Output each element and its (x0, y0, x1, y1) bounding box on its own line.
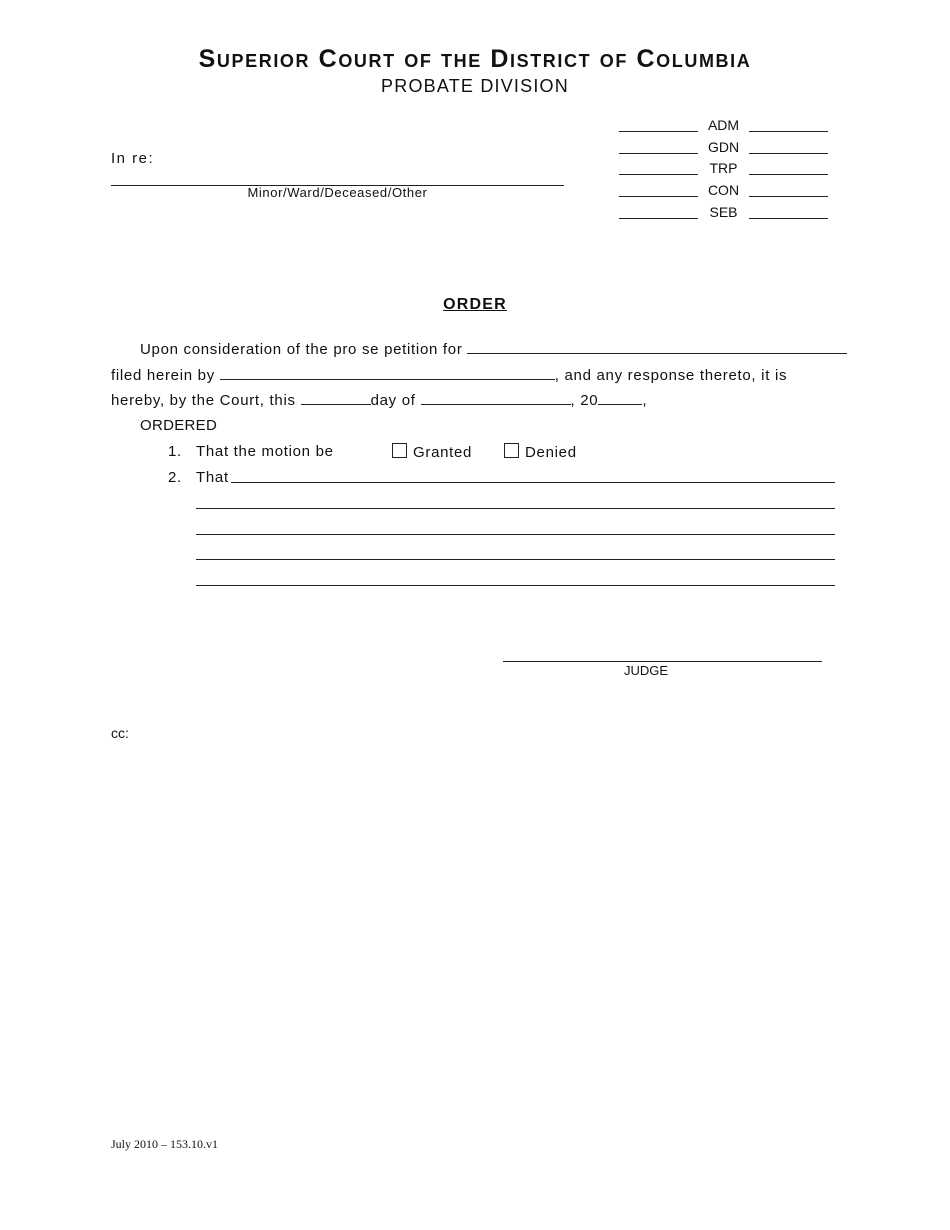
granted-option[interactable] (392, 443, 472, 461)
case-code-right-field[interactable] (749, 196, 828, 197)
filed-by-prefix: filed herein by (111, 367, 215, 384)
petition-prefix: Upon consideration of the pro se petition for (140, 341, 463, 358)
item-1-number: 1. (168, 443, 182, 460)
case-code-label: GDN (707, 139, 740, 155)
filed-by-line (111, 367, 787, 384)
case-code-label: CON (707, 182, 740, 198)
judge-signature-field[interactable] (503, 661, 822, 662)
form-revision: July 2010 – 153.10.v1 (111, 1137, 219, 1151)
year-field[interactable] (598, 392, 642, 405)
item-2-text: That (196, 469, 229, 486)
year-prefix: , 20 (570, 392, 599, 409)
case-code-label: ADM (707, 117, 740, 133)
item-2-continuation-field[interactable] (196, 559, 835, 560)
petition-field[interactable] (467, 341, 847, 354)
denied-label: Denied (525, 444, 577, 461)
denied-checkbox[interactable] (504, 443, 519, 458)
filed-by-field[interactable] (220, 367, 555, 380)
item-2-continuation-field[interactable] (196, 585, 835, 586)
in-re-label: In re: (111, 150, 155, 167)
ordered-label: ORDERED (140, 417, 218, 434)
item-2-field[interactable] (231, 482, 835, 483)
case-code-right-field[interactable] (749, 174, 828, 175)
order-title: ORDER (443, 296, 507, 313)
case-code-right-field[interactable] (749, 131, 828, 132)
date-suffix: , (642, 392, 648, 409)
case-code-right-field[interactable] (749, 153, 828, 154)
item-2-continuation-field[interactable] (196, 508, 835, 509)
date-line (111, 392, 647, 409)
month-field[interactable] (421, 392, 571, 405)
judge-label: JUDGE (623, 663, 669, 678)
case-code-left-field[interactable] (619, 196, 698, 197)
case-code-right-field[interactable] (749, 218, 828, 219)
case-code-left-field[interactable] (619, 131, 698, 132)
cc-label: cc: (111, 725, 129, 741)
case-code-left-field[interactable] (619, 218, 698, 219)
item-1-text: That the motion be (196, 443, 334, 460)
petition-line (140, 341, 847, 358)
party-type-caption: Minor/Ward/Deceased/Other (247, 185, 428, 200)
day-field[interactable] (301, 392, 371, 405)
filed-by-suffix: , and any response thereto, it is (554, 367, 788, 384)
item-2-continuation-field[interactable] (196, 534, 835, 535)
division-title: PROBATE DIVISION (381, 76, 569, 96)
item-2-number: 2. (168, 469, 182, 486)
date-prefix: hereby, by the Court, this (111, 392, 296, 409)
day-of-label: day of (370, 392, 416, 409)
case-code-label: TRP (709, 160, 738, 176)
denied-option[interactable] (504, 443, 577, 461)
granted-checkbox[interactable] (392, 443, 407, 458)
court-title: Superior Court of the District of Columbia (198, 45, 752, 73)
case-code-label: SEB (709, 204, 738, 220)
case-code-left-field[interactable] (619, 174, 698, 175)
case-code-left-field[interactable] (619, 153, 698, 154)
granted-label: Granted (413, 444, 473, 461)
